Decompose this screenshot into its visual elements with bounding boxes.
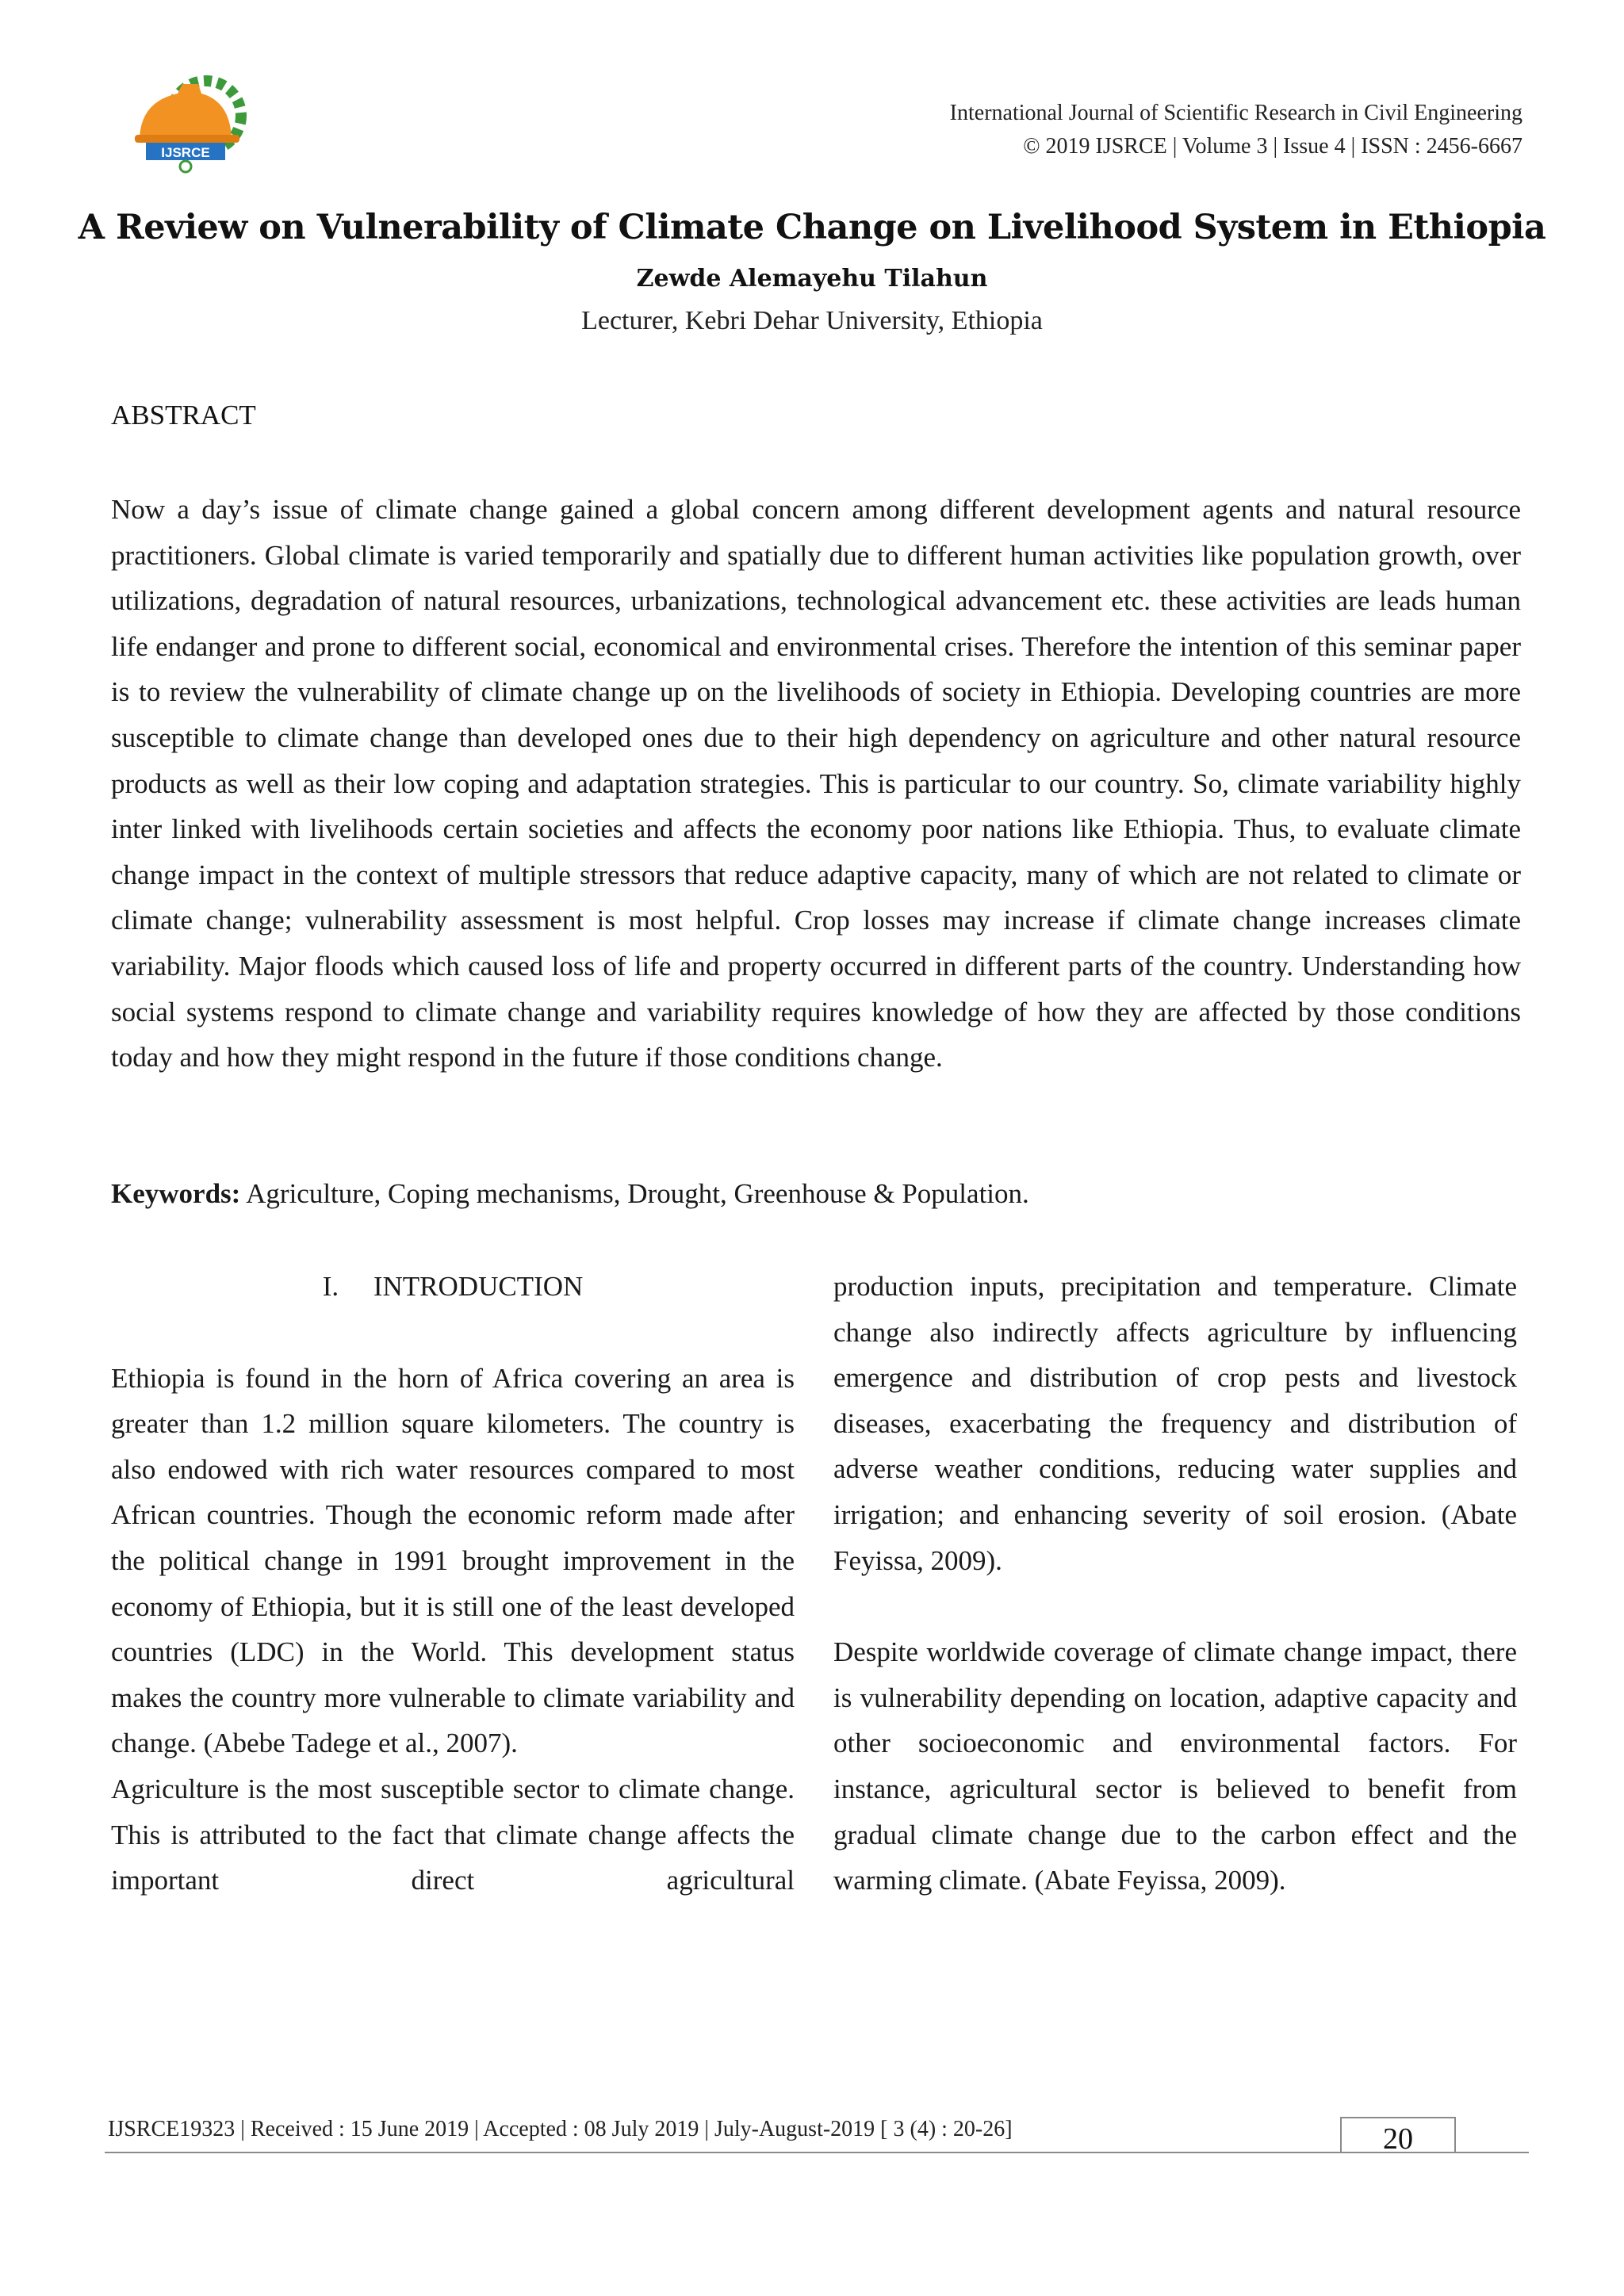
page-number: 20 [1383, 2122, 1413, 2156]
abstract-heading: ABSTRACT [111, 400, 256, 430]
author-name: Zewde Alemayehu Tilahun [636, 265, 988, 293]
keywords-list: Agriculture, Coping mechanisms, Drought, Greenhouse & Population. [246, 1178, 1029, 1209]
keywords [111, 1171, 1521, 1217]
journal-logo [133, 70, 251, 174]
author-affiliation: Lecturer, Kebri Dehar University, Ethiopia [581, 306, 1043, 335]
right-column [833, 1264, 1517, 1904]
hard-hat-icon [140, 84, 232, 138]
journal-details: © 2019 IJSRCE | Volume 3 | Issue 4 | ISSN : 2456-6667 [1023, 134, 1522, 159]
intro-paragraph-3: Despite worldwide coverage of climate change impact, there is vulnerability depending on location, adaptive capacity and other socioeconomic and environmental factors. For instance, agricultural sector is believed to benefit from gradual climate change due to the carbon effect and the warming climate. (Abate Feyissa, 2009). [833, 1636, 1517, 1896]
journal-header [950, 97, 1522, 163]
intro-paragraph-2-part-1: Agriculture is the most susceptible sector to climate change. This is attributed to the fact that climate change affects the important direct agricultural [111, 1773, 795, 1896]
footer-citation: IJSRCE19323 | Received : 15 June 2019 | Accepted : 08 July 2019 | July-August-2019 [ 3 (4) : 20-26] [108, 2117, 1013, 2141]
logo-text: IJSRCE [161, 145, 210, 160]
introduction-heading: I. INTRODUCTION [322, 1271, 584, 1302]
intro-paragraph-1: Ethiopia is found in the horn of Africa covering an area is greater than 1.2 million square kilometers. The country is also endowed with rich water resources compared to most African countries. Though the economic reform made after the political change in 1991 brought improvement in the economy of Ethiopia, but it is still one of the least developed countries (LDC) in the World. This development status makes the country more vulnerable to climate variability and change. (Abebe Tadege et al., 2007). [111, 1362, 795, 1759]
abstract-text: Now a day’s issue of climate change gained a global concern among different development agents and natural resource practitioners. Global climate is varied temporarily and spatially due to different human activities like population growth, over utilizations, degradation of natural resources, urbanizations, technological advancement etc. these activities are leads human life endanger and prone to different social, economical and environmental crises. Therefore the intention of this seminar paper is to review the vulnerability of climate change up on the livelihoods of society in Ethiopia. Developing countries are more susceptible to climate change than developed ones due to their high dependency on agriculture and other natural resource products as well as their low coping and adaptation strategies. This is particular to our country. So, climate variability highly inter linked with livelihoods certain societies and affects the economy poor nations like Ethiopia. Thus, to evaluate climate change impact in the context of multiple stressors that reduce adaptive capacity, many of which are not related to climate or climate change; vulnerability assessment is most helpful. Crop losses may increase if climate change increases climate variability. Major floods which caused loss of life and property occurred in different parts of the country. Understanding how social systems respond to climate change and variability requires knowledge of how they are affected by those conditions today and how they might respond in the future if those conditions change. [111, 494, 1521, 1073]
footer-rule [105, 2152, 1529, 2153]
intro-paragraph-2-part-2: production inputs, precipitation and temperature. Climate change also indirectly affects agriculture by influencing emergence and distribution of crop pests and livestock diseases, exacerbating the frequency and distribution of adverse weather conditions, reducing water supplies and irrigation; and enhancing severity of soil erosion. (Abate Feyissa, 2009). [833, 1271, 1517, 1576]
keywords-label: Keywords: [111, 1178, 241, 1209]
cog-small-icon [180, 161, 191, 172]
paper-title: A Review on Vulnerability of Climate Change on Livelihood System in Ethiopia [78, 208, 1546, 247]
left-column [111, 1264, 795, 1904]
journal-name: International Journal of Scientific Research in Civil Engineering [949, 101, 1522, 125]
